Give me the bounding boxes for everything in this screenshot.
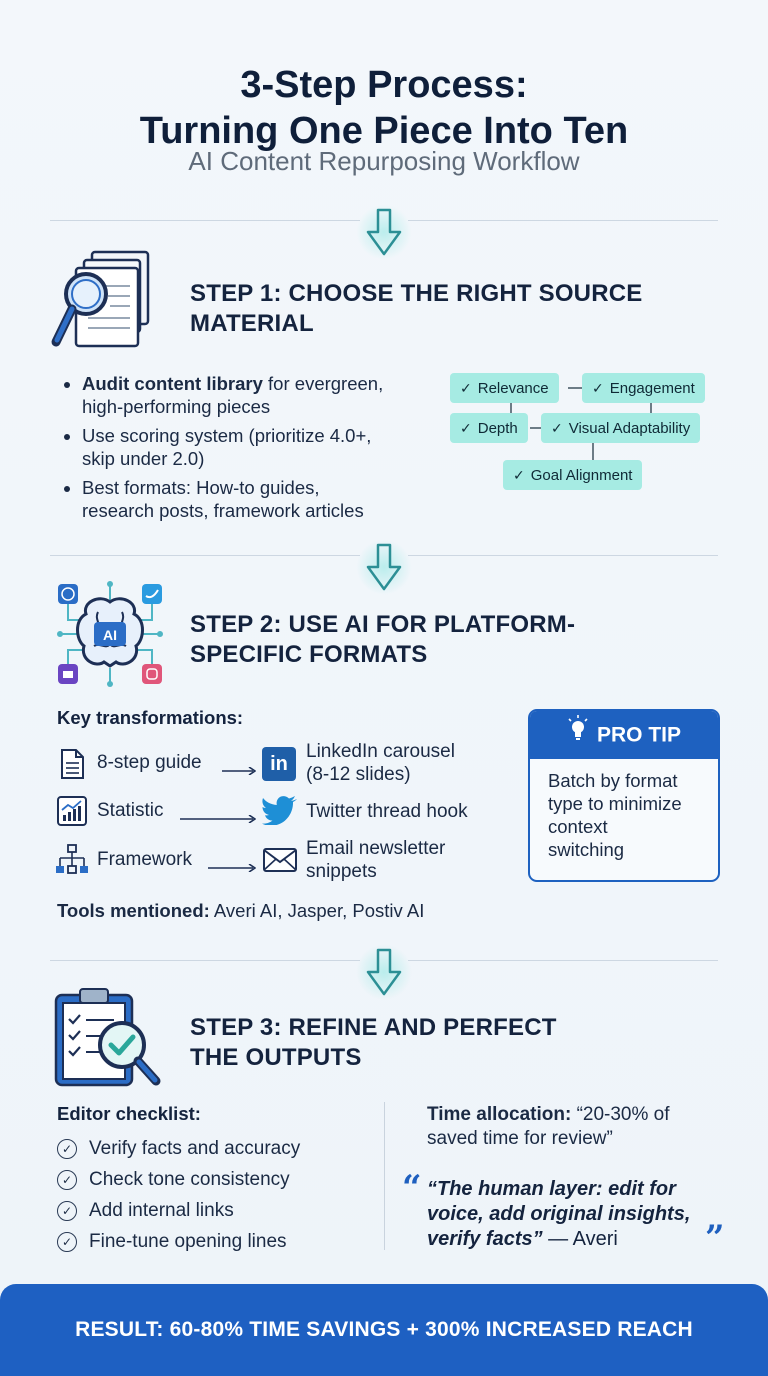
checkmark-icon: ✓ bbox=[513, 467, 525, 483]
transform-target: Email newsletter snippets bbox=[306, 838, 446, 882]
time-allocation: Time allocation: “20-30% of saved time for review” bbox=[427, 1104, 670, 1149]
open-quote-icon: “ bbox=[402, 1168, 422, 1208]
checklist-item: ✓ Check tone consistency bbox=[57, 1169, 290, 1191]
transform-target: LinkedIn carousel (8-12 slides) bbox=[306, 741, 455, 785]
lightbulb-icon bbox=[567, 711, 589, 759]
pro-tip-header: PRO TIP bbox=[530, 711, 718, 759]
tools-mentioned: Tools mentioned: Averi AI, Jasper, Postiv AI bbox=[57, 900, 425, 921]
document-icon bbox=[57, 748, 87, 780]
check-circle-icon: ✓ bbox=[57, 1201, 77, 1221]
linkedin-icon: in bbox=[262, 747, 296, 781]
transform-source: Framework bbox=[97, 849, 193, 870]
divider bbox=[50, 555, 360, 556]
documents-magnifier-icon bbox=[48, 246, 168, 356]
check-circle-icon: ✓ bbox=[57, 1139, 77, 1159]
criteria-pill-depth: ✓ Depth bbox=[450, 413, 528, 443]
transform-target: Twitter thread hook bbox=[306, 801, 468, 822]
checkmark-icon: ✓ bbox=[592, 380, 604, 396]
right-arrow-icon bbox=[222, 762, 256, 770]
criteria-pill-relevance: ✓ Relevance bbox=[450, 373, 559, 403]
key-transformations-title: Key transformations: bbox=[57, 707, 244, 728]
title-line-2: Turning One Piece Into Ten bbox=[139, 110, 629, 152]
step1-heading: STEP 1: CHOOSE THE RIGHT SOURCE MATERIAL bbox=[190, 280, 643, 337]
ai-brain-network-icon bbox=[54, 580, 166, 688]
list-item: • Use scoring system (prioritize 4.0+, skip under 2.0) bbox=[82, 424, 440, 470]
pro-tip-body: Batch by format type to minimize context switching bbox=[548, 770, 682, 860]
list-item: • Audit content library for evergreen, high-performing pieces bbox=[82, 372, 440, 418]
result-banner: RESULT: 60-80% TIME SAVINGS + 300% INCREASED REACH bbox=[0, 1284, 768, 1376]
editor-checklist-title: Editor checklist: bbox=[57, 1103, 201, 1124]
column-divider bbox=[384, 1102, 385, 1250]
down-arrow-icon bbox=[354, 537, 414, 597]
divider bbox=[408, 220, 718, 221]
pro-tip-card bbox=[528, 709, 720, 882]
divider bbox=[50, 960, 360, 961]
divider bbox=[408, 555, 718, 556]
right-arrow-icon bbox=[180, 810, 256, 818]
check-circle-icon: ✓ bbox=[57, 1232, 77, 1252]
chart-icon bbox=[57, 796, 87, 826]
divider bbox=[408, 960, 718, 961]
org-chart-icon bbox=[55, 844, 89, 876]
check-circle-icon: ✓ bbox=[57, 1170, 77, 1190]
down-arrow-icon bbox=[354, 202, 414, 262]
right-arrow-icon bbox=[208, 859, 256, 867]
page-subtitle: AI Content Repurposing Workflow bbox=[188, 146, 580, 176]
transform-source: Statistic bbox=[97, 800, 164, 821]
down-arrow-icon bbox=[354, 942, 414, 1002]
checkmark-icon: ✓ bbox=[551, 420, 563, 436]
twitter-bird-icon bbox=[262, 795, 298, 825]
step1-bullets bbox=[60, 372, 440, 528]
checkmark-icon: ✓ bbox=[460, 420, 472, 436]
editor-quote: “The human layer: edit for voice, add original insights, verify facts” — Averi bbox=[427, 1178, 691, 1250]
clipboard-check-icon bbox=[52, 985, 164, 1089]
envelope-icon bbox=[263, 848, 297, 872]
brain-ai-label: AI bbox=[103, 627, 117, 643]
checklist-item: ✓ Fine-tune opening lines bbox=[57, 1231, 287, 1253]
checkmark-icon: ✓ bbox=[460, 380, 472, 396]
checklist-item: ✓ Add internal links bbox=[57, 1200, 234, 1222]
criteria-pill-visual-adaptability: ✓ Visual Adaptability bbox=[541, 413, 700, 443]
step3-heading: STEP 3: REFINE AND PERFECT THE OUTPUTS bbox=[190, 1014, 557, 1071]
transform-source: 8-step guide bbox=[97, 752, 202, 773]
step2-heading: STEP 2: USE AI FOR PLATFORM- SPECIFIC FORMATS bbox=[190, 611, 576, 668]
close-quote-icon: ” bbox=[705, 1218, 725, 1258]
divider bbox=[50, 220, 360, 221]
criteria-pill-goal-alignment: ✓ Goal Alignment bbox=[503, 460, 642, 490]
page-title bbox=[0, 62, 768, 154]
title-line-1: 3-Step Process: bbox=[240, 64, 528, 106]
checklist-item: ✓ Verify facts and accuracy bbox=[57, 1138, 300, 1160]
criteria-pill-engagement: ✓ Engagement bbox=[582, 373, 705, 403]
list-item: • Best formats: How-to guides, research posts, framework articles bbox=[82, 476, 440, 522]
